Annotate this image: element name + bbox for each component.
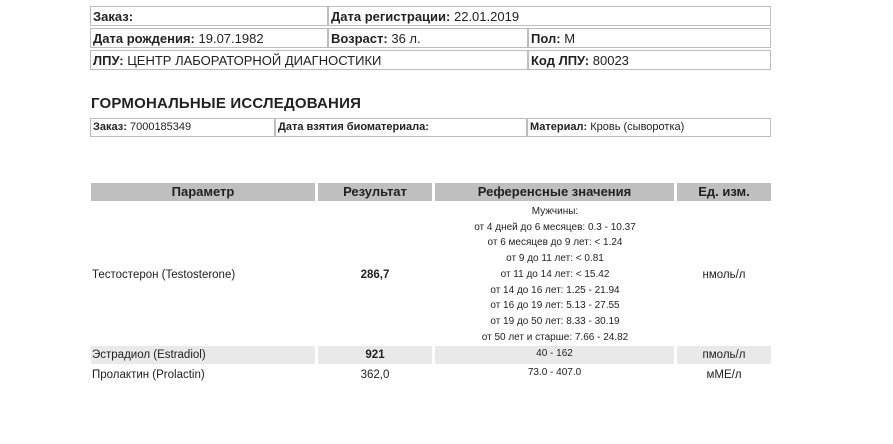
birth-field	[93, 29, 264, 48]
param-testosterone: Тестостерон (Testosterone)	[92, 269, 236, 281]
result-testosterone: 286,7	[360, 269, 390, 281]
reference-testosterone-2: от 6 месяцев до 9 лет: < 1.24	[487, 237, 623, 249]
reference-estradiol: 40 - 162	[536, 348, 573, 359]
material-label: Материал:	[530, 121, 588, 133]
order-label: Заказ:	[93, 9, 134, 24]
reference-testosterone-3: от 9 до 11 лет: < 0.81	[506, 253, 604, 265]
result-estradiol: 921	[365, 349, 385, 361]
header-unit: Ед. изм.	[677, 183, 771, 201]
result-prolactin: 362,0	[360, 369, 390, 381]
section-title: ГОРМОНАЛЬНЫЕ ИССЛЕДОВАНИЯ	[91, 95, 362, 112]
sample-date-label: Дата взятия биоматериала:	[278, 121, 429, 133]
lpu-code-field	[531, 51, 629, 70]
lpu-code-label: Код ЛПУ:	[531, 53, 590, 68]
header-parameter: Параметр	[91, 183, 315, 201]
birth-label: Дата рождения:	[93, 31, 195, 46]
reference-testosterone-7: от 19 до 50 лет: 8.33 - 30.19	[490, 315, 620, 327]
age-value: 36 л.	[391, 31, 421, 46]
registration-value: 22.01.2019	[453, 9, 520, 24]
age-label: Возраст:	[331, 31, 388, 46]
unit-prolactin: мМЕ/л	[706, 369, 742, 381]
reference-testosterone-4: от 11 до 14 лет: < 15.42	[500, 268, 610, 280]
reference-prolactin: 73.0 - 407.0	[527, 367, 582, 378]
age-field	[331, 29, 421, 48]
reference-testosterone-6: от 16 до 19 лет: 5.13 - 27.55	[490, 300, 620, 312]
reference-testosterone-1: от 4 дней до 6 месяцев: 0.3 - 10.37	[474, 221, 636, 233]
birth-value: 19.07.1982	[198, 31, 264, 46]
header-reference: Референсные значения	[435, 183, 674, 201]
lpu-code-value: 80023	[592, 53, 629, 68]
registration-label: Дата регистрации:	[331, 9, 451, 24]
material-field	[530, 118, 684, 137]
unit-estradiol: пмоль/л	[702, 349, 746, 361]
sex-label: Пол:	[531, 31, 561, 46]
header-result: Результат	[318, 183, 432, 201]
param-estradiol: Эстрадиол (Estradiol)	[92, 349, 206, 361]
sample-date-field	[278, 118, 429, 137]
reference-testosterone-0: Мужчины:	[531, 206, 579, 217]
sex-value: М	[564, 31, 576, 46]
reference-testosterone-8: от 50 лет и старше: 7.66 - 24.82	[481, 331, 629, 343]
unit-testosterone: нмоль/л	[702, 269, 746, 281]
lpu-value: ЦЕНТР ЛАБОРАТОРНОЙ ДИАГНОСТИКИ	[127, 53, 382, 68]
lpu-label: ЛПУ:	[93, 53, 124, 68]
param-prolactin: Пролактин (Prolactin)	[92, 369, 205, 381]
material-value: Кровь (сыворотка)	[590, 121, 685, 133]
section-order-value: 7000185349	[129, 121, 192, 133]
lpu-field	[93, 51, 381, 70]
registration-field	[331, 7, 519, 26]
section-order-field	[93, 118, 191, 137]
section-order-label: Заказ:	[93, 121, 127, 133]
reference-testosterone-5: от 14 до 16 лет: 1.25 - 21.94	[490, 284, 620, 296]
sex-field	[531, 29, 575, 48]
